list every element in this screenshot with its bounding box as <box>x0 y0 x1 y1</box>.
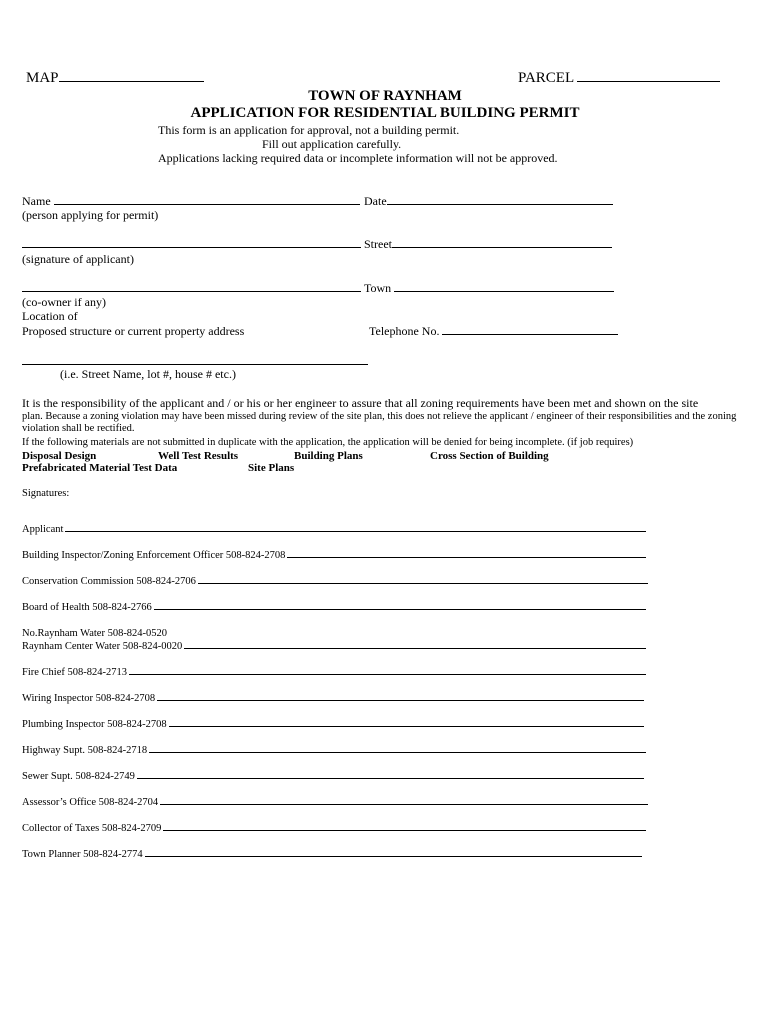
form-title: APPLICATION FOR RESIDENTIAL BUILDING PERMIT <box>190 105 580 121</box>
signature-field[interactable] <box>22 237 361 252</box>
signature-line-plumbing[interactable] <box>22 719 644 730</box>
signature-line-assessor[interactable] <box>22 797 648 808</box>
signature-line-board-of-health[interactable] <box>22 602 646 613</box>
name-field[interactable] <box>22 194 360 209</box>
signature-line-conservation[interactable] <box>22 576 648 587</box>
street-field[interactable] <box>364 237 612 252</box>
date-label: Date <box>364 194 387 208</box>
note-1: This form is an application for approval, not a building permit. <box>158 123 460 137</box>
signature-line-town-planner[interactable] <box>22 849 642 860</box>
date-line <box>387 203 613 205</box>
signature-line-applicant[interactable] <box>22 524 646 535</box>
coowner-line <box>22 290 361 292</box>
name-label: Name <box>22 194 51 208</box>
material-building-plans: Building Plans <box>294 450 363 462</box>
signature-line <box>22 246 361 248</box>
name-line <box>54 203 360 205</box>
signature-label: Wiring Inspector 508-824-2708 <box>22 693 156 704</box>
signature-label: Highway Supt. 508-824-2718 <box>22 745 148 756</box>
address-label: Proposed structure or current property address <box>22 324 245 338</box>
signature-label: Conservation Commission 508-824-2706 <box>22 576 196 587</box>
material-site-plans: Site Plans <box>248 462 295 474</box>
town-field[interactable] <box>364 281 614 296</box>
signature-label: Sewer Supt. 508-824-2749 <box>22 771 135 782</box>
name-sub: (person applying for permit) <box>22 208 159 222</box>
material-well-test: Well Test Results <box>158 450 239 462</box>
water-label-north: No.Raynham Water 508-824-0520 <box>22 628 168 639</box>
signature-line-building-inspector[interactable] <box>22 550 646 561</box>
town-line <box>394 290 614 292</box>
parcel-line <box>577 80 720 82</box>
telephone-line <box>442 333 618 335</box>
signature-label: Fire Chief 508-824-2713 <box>22 667 127 678</box>
signature-line-water[interactable] <box>22 641 646 652</box>
location-label: Location of <box>22 309 78 323</box>
signature-label: Building Inspector/Zoning Enforcement Officer 508-824-2708 <box>22 550 286 561</box>
signature-label: Assessor’s Office 508-824-2704 <box>22 797 159 808</box>
signature-sub: (signature of applicant) <box>22 252 134 266</box>
parcel-label: PARCEL <box>518 70 574 86</box>
address-line[interactable] <box>22 364 368 365</box>
para-responsibility: It is the responsibility of the applicant and / or his or her engineer to assure that all zoning requirements have been met and shown on the site <box>22 396 699 410</box>
signature-label: Town Planner 508-824-2774 <box>22 849 143 860</box>
signature-label: Applicant <box>22 524 64 535</box>
signature-line-collector[interactable] <box>22 823 646 834</box>
coowner-field[interactable] <box>22 281 361 296</box>
coowner-sub: (co-owner if any) <box>22 295 106 309</box>
signature-label: Raynham Center Water 508-824-0020 <box>22 641 183 652</box>
map-field[interactable] <box>26 70 204 87</box>
para-materials: If the following materials are not submitted in duplicate with the application, the application will be denied for being incomplete. (if job requires) <box>22 437 634 448</box>
street-line <box>392 246 612 248</box>
street-label: Street <box>364 237 392 251</box>
map-label: MAP <box>26 70 59 86</box>
note-2: Fill out application carefully. <box>262 137 402 151</box>
signature-line-wiring[interactable] <box>22 693 644 704</box>
signature-label: Plumbing Inspector 508-824-2708 <box>22 719 167 730</box>
telephone-label: Telephone No. <box>369 324 440 338</box>
material-disposal-design: Disposal Design <box>22 450 97 462</box>
material-cross-section: Cross Section of Building <box>430 450 549 462</box>
date-field[interactable] <box>364 194 613 209</box>
address-hint: (i.e. Street Name, lot #, house # etc.) <box>60 367 236 381</box>
note-3: Applications lacking required data or incomplete information will not be approved. <box>158 151 558 165</box>
material-prefab-test: Prefabricated Material Test Data <box>22 462 178 474</box>
signature-label: Board of Health 508-824-2766 <box>22 602 152 613</box>
parcel-field[interactable] <box>518 70 720 87</box>
para-zoning: plan. Because a zoning violation may have been missed during review of the site plan, this does not relieve the applicant / engineer of their responsibilities and the zoning violation shall be rectified. <box>22 411 737 434</box>
signature-line-fire-chief[interactable] <box>22 667 646 678</box>
town-title: TOWN OF RAYNHAM <box>308 88 462 104</box>
map-line <box>59 80 204 82</box>
signatures-heading: Signatures: <box>22 488 70 499</box>
signature-line-highway[interactable] <box>22 745 646 756</box>
town-label: Town <box>364 281 392 295</box>
telephone-field[interactable] <box>369 324 618 339</box>
signature-line-sewer[interactable] <box>22 771 644 782</box>
signature-label: Collector of Taxes 508-824-2709 <box>22 823 162 834</box>
